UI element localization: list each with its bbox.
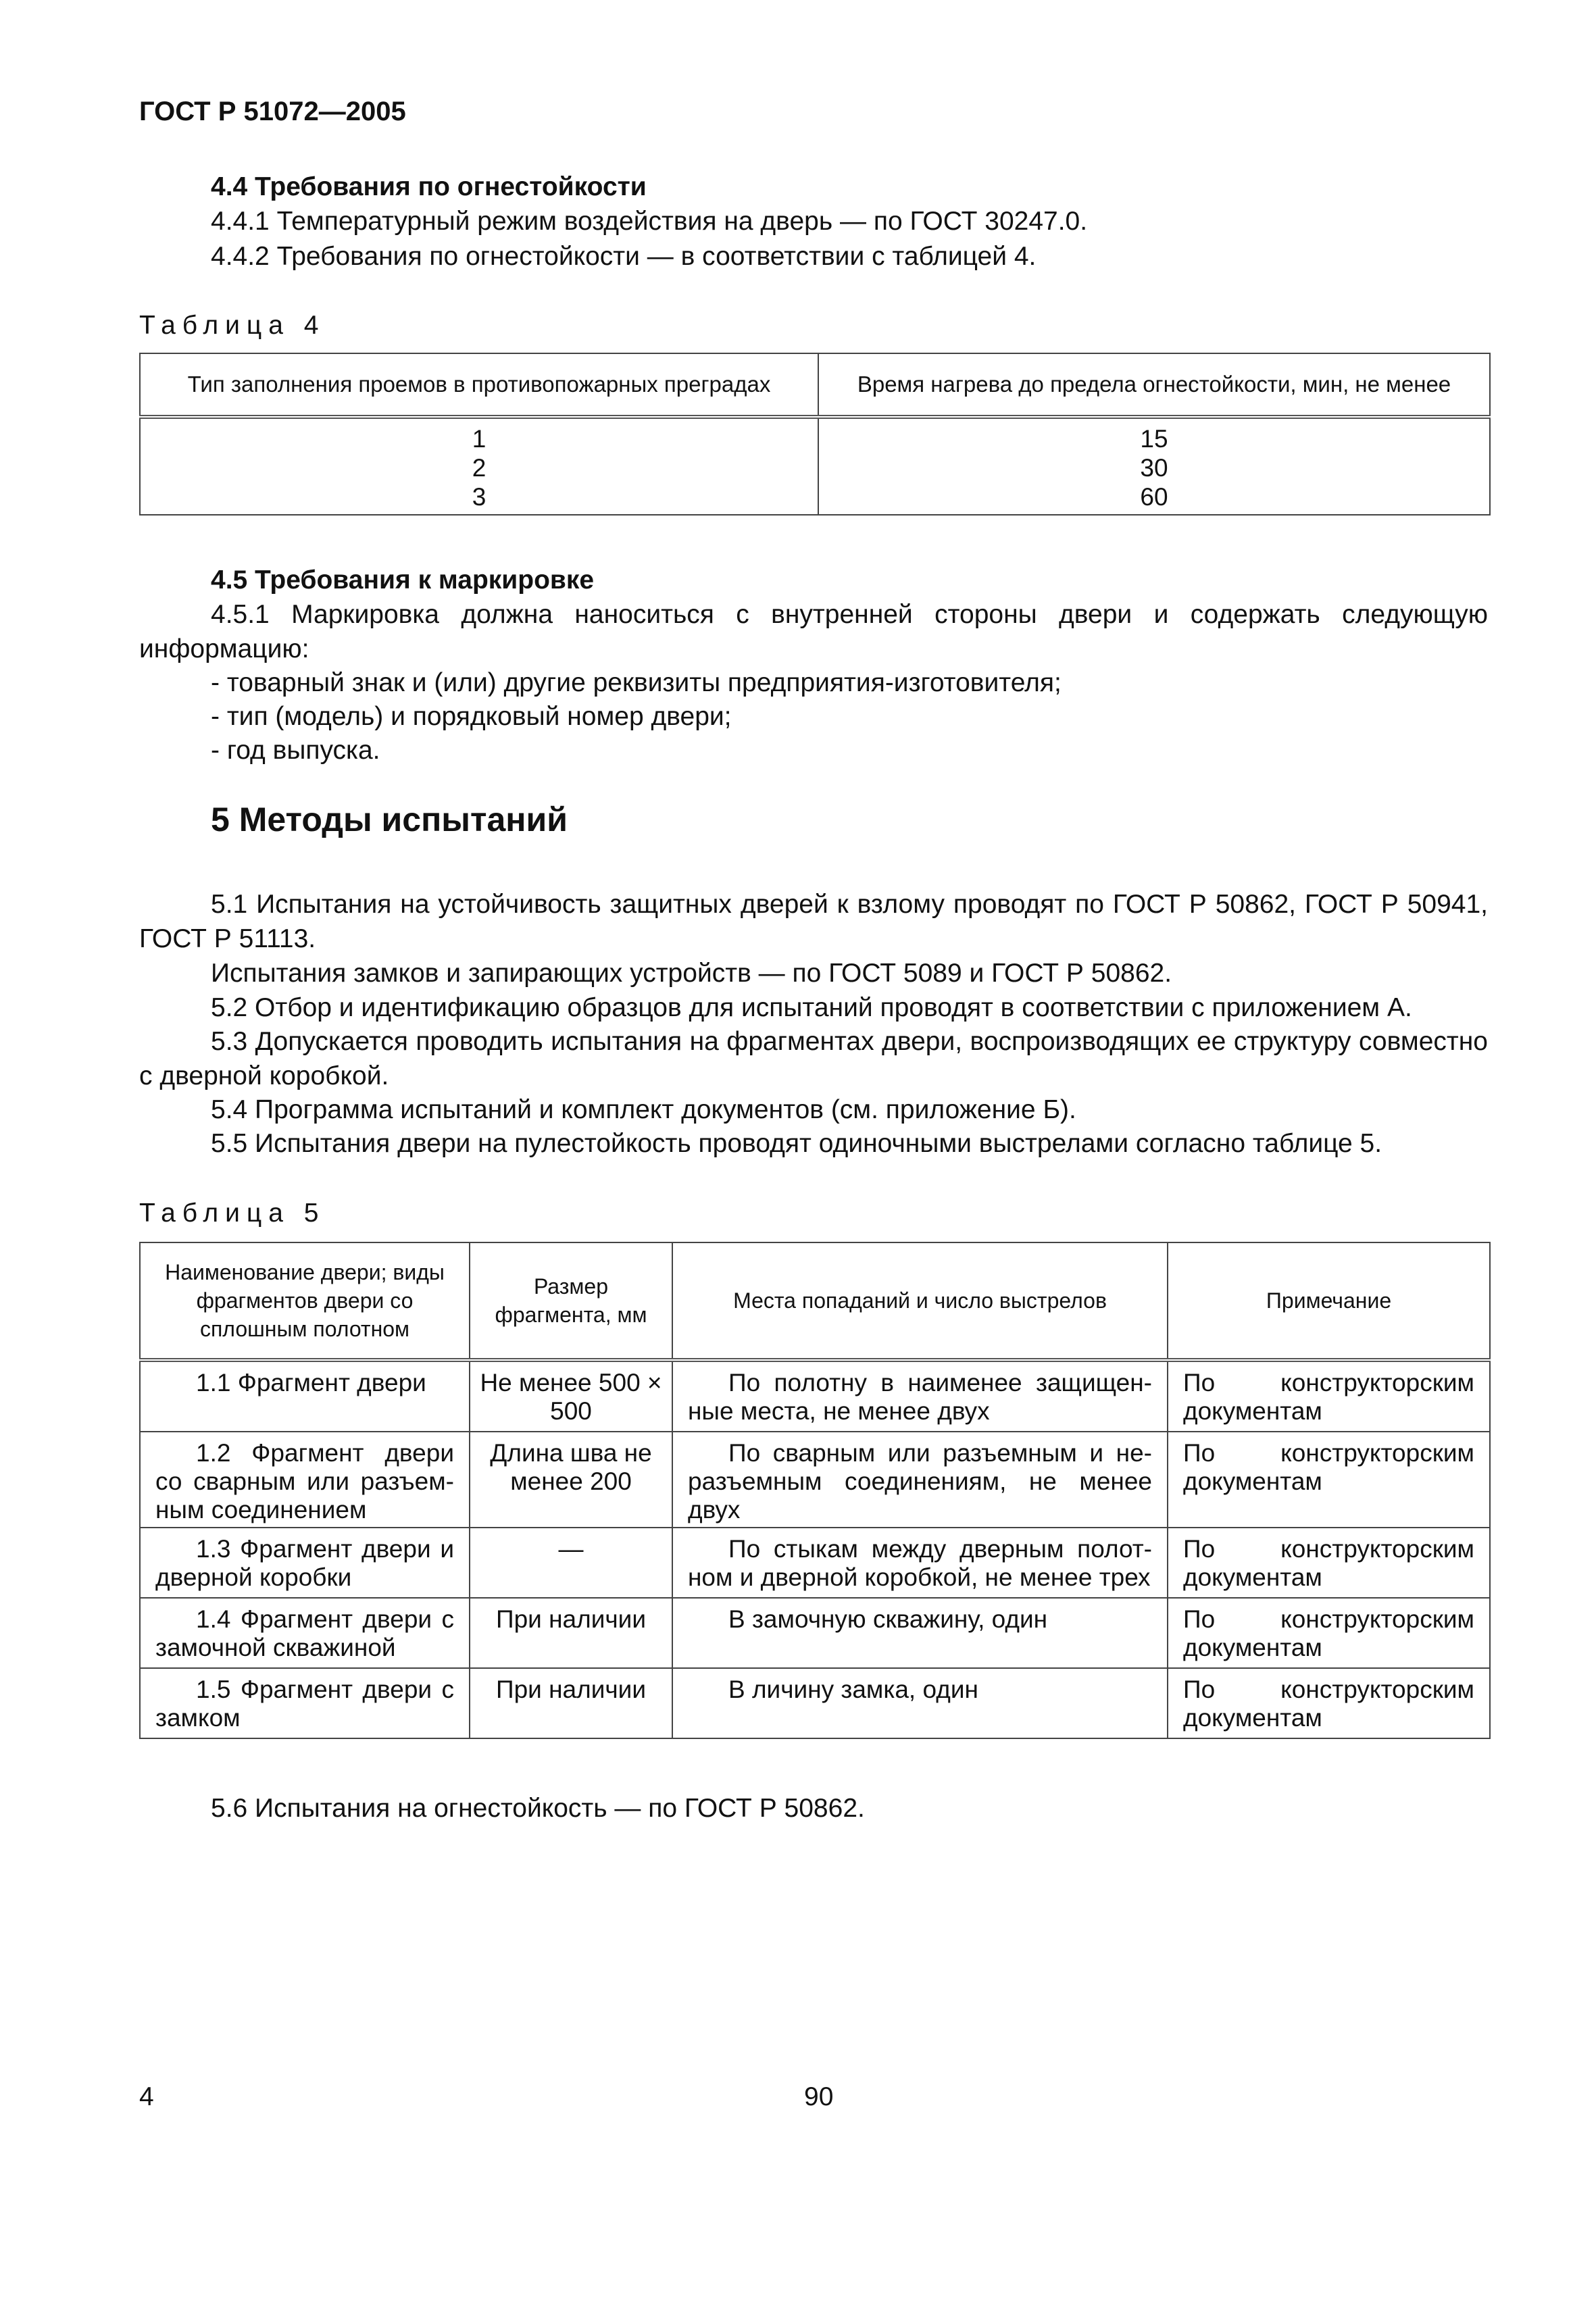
table-cell: 1.3 Фрагмент двери и дверной коробки [140,1528,470,1598]
paragraph-4-5-1: 4.5.1 Маркировка должна наноситься с внутренней стороны двери и содержать следующую информацию: [139,600,1488,663]
paragraph-5-4: 5.4 Программа испытаний и комплект документов (см. приложение Б). [211,1095,1076,1124]
table-cell: 1.5 Фрагмент двери с замком [140,1668,470,1738]
table-cell: 1.2 Фрагмент двери со сварным или разъем-ным соединением [140,1432,470,1528]
table-header-cell: Примечание [1168,1242,1490,1360]
table-cell: По конструкторским документам [1168,1668,1490,1738]
table-cell: По конструкторским документам [1168,1528,1490,1598]
paragraph-4-4-1: 4.4.1 Температурный режим воздействия на дверь — по ГОСТ 30247.0. [211,207,1088,236]
paragraph-5-5: 5.5 Испытания двери на пулестойкость проводят одиночными выстрелами согласно таблице 5. [211,1129,1382,1158]
document-code: ГОСТ Р 51072—2005 [139,97,406,126]
paragraph-5-1-locks: Испытания замков и запирающих устройств — по ГОСТ 5089 и ГОСТ Р 50862. [211,959,1172,988]
table-cell: В замочную скважину, один [672,1598,1168,1668]
section-4-5-heading: 4.5 Требования к маркировке [211,565,595,595]
table-header-cell: Размер фрагмента, мм [470,1242,672,1360]
table-header-row [140,1242,1490,1360]
table-cell: 1.1 Фрагмент двери [140,1360,470,1432]
cell-value: 1 [472,425,487,453]
section-5-heading: 5 Методы испытаний [211,801,568,838]
paragraph-4-4-2: 4.4.2 Требования по огнестойкости — в соответствии с таблицей 4. [211,242,1037,271]
table-cell: Не менее 500 × 500 [470,1360,672,1432]
table-cell [818,417,1490,515]
table-row [140,1668,1490,1738]
table-cell: По конструкторским документам [1168,1598,1490,1668]
table-cell: 1.4 Фрагмент двери с замочной скважиной [140,1598,470,1668]
table-header-row [140,353,1490,417]
table-header-cell: Места попаданий и число выстрелов [672,1242,1168,1360]
list-item: - год выпуска. [211,736,380,765]
table-cell: По сварным или разъемным и не-разъемным соединениям, не менее двух [672,1432,1168,1528]
table-5 [139,1242,1491,1739]
table-header-cell: Время нагрева до предела огнестойкости, мин, не менее [818,353,1490,417]
paragraph-5-3: 5.3 Допускается проводить испытания на фрагментах двери, воспроизводящих ее структуру совместно с дверной коробкой. [139,1027,1488,1090]
cell-value: 60 [1140,483,1168,511]
list-item: - тип (модель) и порядковый номер двери; [211,702,732,731]
table-header-cell: Наименование двери; виды фрагментов двери со сплошным полотном [140,1242,470,1360]
paragraph-5-2: 5.2 Отбор и идентификацию образцов для испытаний проводят в соответствии с приложением А. [211,993,1412,1022]
table-cell: Длина шва не менее 200 [470,1432,672,1528]
paragraph-5-6: 5.6 Испытания на огнестойкость — по ГОСТ Р 50862. [211,1794,865,1823]
table-cell: — [470,1528,672,1598]
table-cell: По полотну в наименее защищен-ные места, не менее двух [672,1360,1168,1432]
page-number-left: 4 [139,2082,154,2111]
cell-value: 3 [472,483,487,511]
table-cell: При наличии [470,1668,672,1738]
table-cell: При наличии [470,1598,672,1668]
cell-value: 30 [1140,454,1168,482]
table-cell: По конструкторским документам [1168,1432,1490,1528]
table-cell: По стыкам между дверным полот-ном и дверной коробкой, не менее трех [672,1528,1168,1598]
table-cell: По конструкторским документам [1168,1360,1490,1432]
table-cell [140,417,818,515]
table-row [140,1432,1490,1528]
table-4 [139,353,1491,515]
table-row [140,1360,1490,1432]
table-5-caption: Таблица 5 [139,1199,326,1228]
cell-value: 15 [1140,425,1168,453]
table-cell: В личину замка, один [672,1668,1168,1738]
page-number-center: 90 [804,2082,834,2111]
cell-value: 2 [472,454,487,482]
section-4-4-heading: 4.4 Требования по огнестойкости [211,172,647,201]
paragraph-5-1: 5.1 Испытания на устойчивость защитных дверей к взлому проводят по ГОСТ Р 50862, ГОСТ Р 50941, ГОСТ Р 51113. [139,890,1488,953]
table-row [140,417,1490,515]
table-row [140,1598,1490,1668]
table-4-caption: Таблица 4 [139,311,326,340]
list-item: - товарный знак и (или) другие реквизиты предприятия-изготовителя; [211,668,1062,697]
table-row [140,1528,1490,1598]
table-header-cell: Тип заполнения проемов в противопожарных преградах [140,353,818,417]
